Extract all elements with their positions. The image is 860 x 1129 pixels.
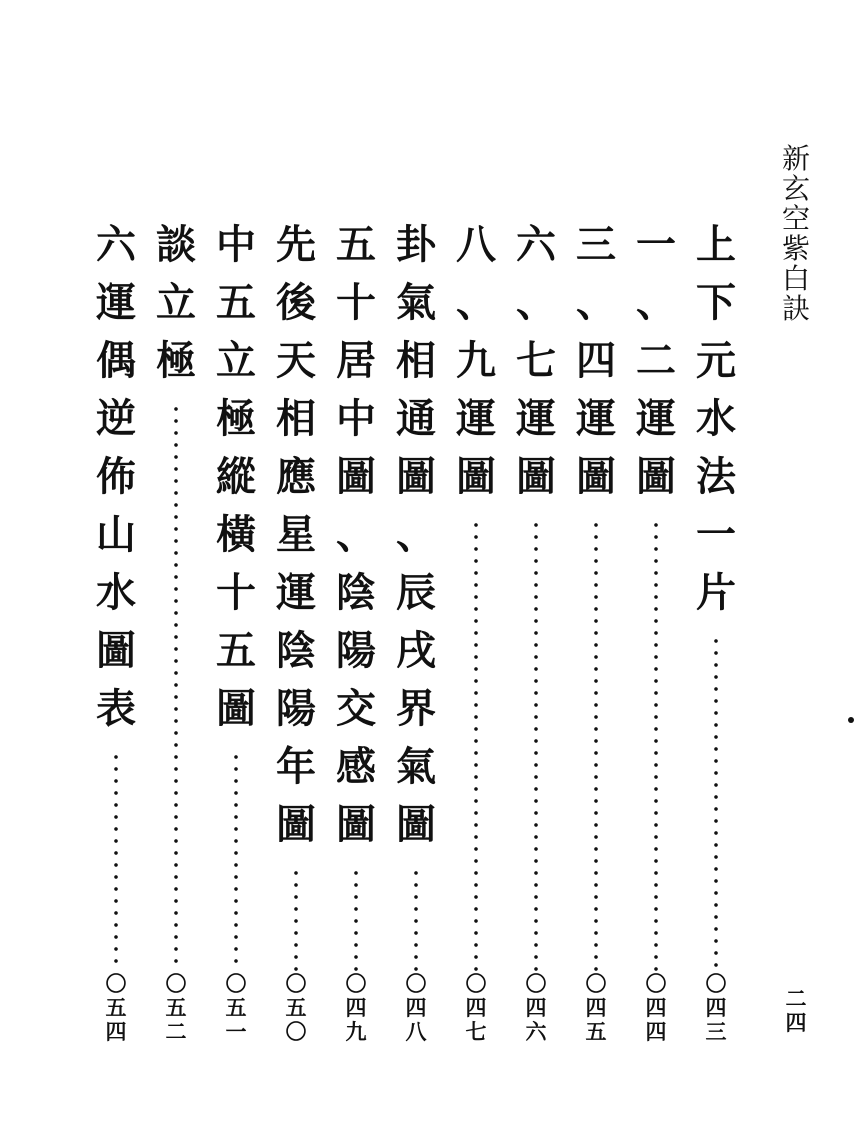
glyph: 、 <box>576 279 616 326</box>
glyph: 〇 <box>105 971 127 996</box>
glyph: 圖 <box>96 627 136 674</box>
glyph: 運 <box>456 395 496 442</box>
glyph: 年 <box>276 743 316 790</box>
glyph: 四 <box>645 1019 667 1044</box>
glyph: 圖 <box>336 453 376 500</box>
glyph: 上 <box>696 221 736 268</box>
glyph: 圖 <box>396 801 436 848</box>
glyph: 運 <box>96 279 136 326</box>
glyph: 〇 <box>465 971 487 996</box>
glyph: 〇 <box>585 971 607 996</box>
toc-entry[interactable] <box>334 221 378 1045</box>
toc-entry-title <box>156 221 196 399</box>
toc-entry[interactable] <box>574 221 618 1045</box>
glyph: 五 <box>216 279 256 326</box>
glyph: 山 <box>96 511 136 558</box>
glyph: 八 <box>456 221 496 268</box>
toc-entry-page <box>646 973 667 1045</box>
glyph: 水 <box>696 395 736 442</box>
toc-entry-page <box>466 973 487 1045</box>
glyph: 應 <box>276 453 316 500</box>
glyph: 辰 <box>396 569 436 616</box>
glyph: 星 <box>276 511 316 558</box>
dot-leader <box>532 519 540 971</box>
glyph: 法 <box>696 453 736 500</box>
glyph: 片 <box>696 569 736 616</box>
glyph: 中 <box>336 395 376 442</box>
dot-leader <box>412 867 420 971</box>
glyph: 四 <box>585 995 607 1020</box>
glyph: 〇 <box>405 971 427 996</box>
glyph: 九 <box>456 337 496 384</box>
toc-entry-page <box>346 973 367 1045</box>
glyph: 紫 <box>781 232 810 265</box>
glyph: 一 <box>696 511 736 558</box>
glyph: 四 <box>705 995 727 1020</box>
glyph: 運 <box>576 395 616 442</box>
toc-entry-title <box>216 221 256 747</box>
glyph: 訣 <box>781 292 810 325</box>
running-header <box>776 142 816 325</box>
toc-entry[interactable] <box>154 221 198 1045</box>
glyph: 玄 <box>781 172 810 205</box>
toc-entry-page <box>166 973 187 1045</box>
glyph: 縱 <box>216 453 256 500</box>
glyph: 十 <box>336 279 376 326</box>
stray-mark <box>848 717 854 723</box>
glyph: 七 <box>516 337 556 384</box>
glyph: 五 <box>225 995 247 1020</box>
glyph: 空 <box>781 202 810 235</box>
glyph: 圖 <box>456 453 496 500</box>
glyph: 圖 <box>516 453 556 500</box>
glyph: 〇 <box>645 971 667 996</box>
glyph: 〇 <box>225 971 247 996</box>
toc-entry-page <box>406 973 427 1045</box>
glyph: 交 <box>336 685 376 732</box>
glyph: 陰 <box>336 569 376 616</box>
toc-entry-page <box>106 973 127 1045</box>
glyph: 〇 <box>525 971 547 996</box>
glyph: 六 <box>96 221 136 268</box>
glyph: 三 <box>576 221 616 268</box>
glyph: 二 <box>785 986 807 1011</box>
toc-entry[interactable] <box>394 221 438 1045</box>
dot-leader <box>112 751 120 971</box>
glyph: 二 <box>636 337 676 384</box>
glyph: 佈 <box>96 453 136 500</box>
glyph: 逆 <box>96 395 136 442</box>
glyph: 五 <box>585 1019 607 1044</box>
glyph: 下 <box>696 279 736 326</box>
toc-entry-page <box>526 973 547 1045</box>
toc-entry-title <box>636 221 676 515</box>
glyph: 一 <box>225 1019 247 1044</box>
toc-entry[interactable] <box>694 221 738 1045</box>
glyph: 、 <box>636 279 676 326</box>
toc-entry-title <box>696 221 736 631</box>
glyph: 水 <box>96 569 136 616</box>
glyph: 四 <box>645 995 667 1020</box>
glyph: 圖 <box>576 453 616 500</box>
toc-entry-title <box>516 221 556 515</box>
glyph: 四 <box>405 995 427 1020</box>
glyph: 圖 <box>396 453 436 500</box>
glyph: 〇 <box>705 971 727 996</box>
glyph: 表 <box>96 685 136 732</box>
toc-entry-title <box>396 221 436 863</box>
glyph: 相 <box>396 337 436 384</box>
toc-entry[interactable] <box>514 221 558 1045</box>
toc-entry-title <box>336 221 376 863</box>
toc-entry-title <box>456 221 496 515</box>
glyph: 四 <box>785 1010 807 1035</box>
glyph: 八 <box>405 1019 427 1044</box>
glyph: 圖 <box>336 801 376 848</box>
toc-entry-title <box>576 221 616 515</box>
glyph: 元 <box>696 337 736 384</box>
glyph: 陽 <box>276 685 316 732</box>
glyph: 、 <box>456 279 496 326</box>
glyph: 後 <box>276 279 316 326</box>
glyph: 卦 <box>396 221 436 268</box>
glyph: 戌 <box>396 627 436 674</box>
dot-leader <box>652 519 660 971</box>
dot-leader <box>592 519 600 971</box>
glyph: 、 <box>336 511 376 558</box>
glyph: 四 <box>105 1019 127 1044</box>
glyph: 氣 <box>396 279 436 326</box>
glyph: 五 <box>105 995 127 1020</box>
toc-entry-title <box>276 221 316 863</box>
glyph: 白 <box>781 262 810 295</box>
glyph: 二 <box>165 1019 187 1044</box>
glyph: 五 <box>165 995 187 1020</box>
glyph: 運 <box>516 395 556 442</box>
glyph: 先 <box>276 221 316 268</box>
glyph: 五 <box>336 221 376 268</box>
glyph: 四 <box>525 995 547 1020</box>
glyph: 十 <box>216 569 256 616</box>
glyph: 〇 <box>345 971 367 996</box>
glyph: 極 <box>156 337 196 384</box>
glyph: 三 <box>705 1019 727 1044</box>
glyph: 橫 <box>216 511 256 558</box>
dot-leader <box>292 867 300 971</box>
glyph: 偶 <box>96 337 136 384</box>
glyph: 極 <box>216 395 256 442</box>
glyph: 天 <box>276 337 316 384</box>
glyph: 一 <box>636 221 676 268</box>
glyph: 感 <box>336 743 376 790</box>
glyph: 談 <box>156 221 196 268</box>
dot-leader <box>712 635 720 971</box>
glyph: 界 <box>396 685 436 732</box>
glyph: 中 <box>216 221 256 268</box>
glyph: 、 <box>396 511 436 558</box>
glyph: 圖 <box>636 453 676 500</box>
dot-leader <box>232 751 240 971</box>
glyph: 〇 <box>165 971 187 996</box>
glyph: 五 <box>285 995 307 1020</box>
toc-entry[interactable] <box>214 221 258 1045</box>
glyph: 圖 <box>276 801 316 848</box>
toc-entry[interactable] <box>274 221 318 1045</box>
glyph: 五 <box>216 627 256 674</box>
glyph: 圖 <box>216 685 256 732</box>
toc-entry-title <box>96 221 136 747</box>
toc-entry-page <box>286 973 307 1045</box>
glyph: 、 <box>516 279 556 326</box>
glyph: 運 <box>276 569 316 616</box>
toc-entry[interactable] <box>634 221 678 1045</box>
toc-entry-page <box>706 973 727 1045</box>
glyph: 〇 <box>285 971 307 996</box>
glyph: 四 <box>465 995 487 1020</box>
dot-leader <box>472 519 480 971</box>
toc-entry[interactable] <box>454 221 498 1045</box>
glyph: 九 <box>345 1019 367 1044</box>
glyph: 六 <box>516 221 556 268</box>
glyph: 立 <box>156 279 196 326</box>
dot-leader <box>172 403 180 971</box>
glyph: 〇 <box>285 1019 307 1044</box>
glyph: 立 <box>216 337 256 384</box>
glyph: 運 <box>636 395 676 442</box>
glyph: 通 <box>396 395 436 442</box>
glyph: 相 <box>276 395 316 442</box>
page-number <box>776 988 816 1036</box>
glyph: 四 <box>576 337 616 384</box>
glyph: 氣 <box>396 743 436 790</box>
toc-entry[interactable] <box>94 221 138 1045</box>
dot-leader <box>352 867 360 971</box>
toc-entry-page <box>586 973 607 1045</box>
glyph: 七 <box>465 1019 487 1044</box>
glyph: 陰 <box>276 627 316 674</box>
glyph: 新 <box>781 142 810 175</box>
toc-entry-page <box>226 973 247 1045</box>
glyph: 陽 <box>336 627 376 674</box>
glyph: 居 <box>336 337 376 384</box>
glyph: 六 <box>525 1019 547 1044</box>
glyph: 四 <box>345 995 367 1020</box>
